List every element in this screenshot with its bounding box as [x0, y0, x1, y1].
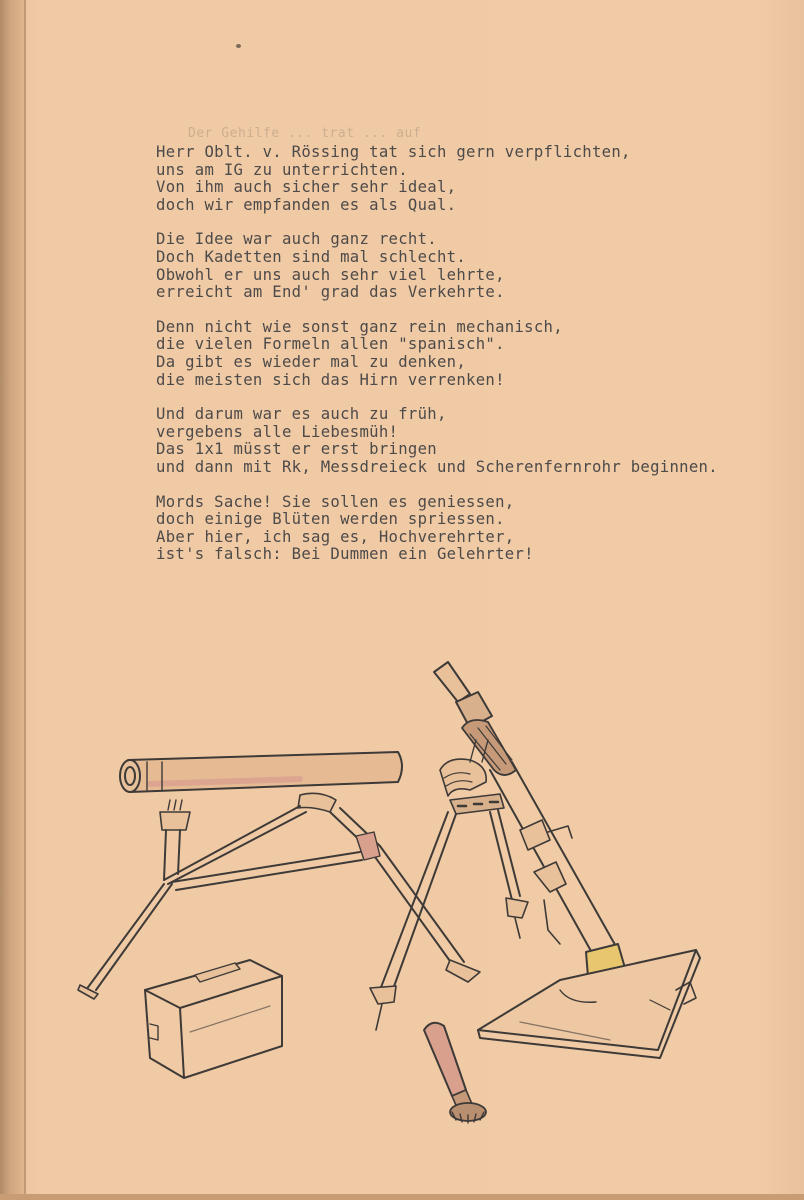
poem-line: erreicht am End' grad das Verkehrte.: [156, 283, 505, 302]
poem-line: die meisten sich das Hirn verrenken!: [156, 370, 505, 389]
poem-line: doch wir empfanden es als Qual.: [156, 195, 457, 214]
poem-line: die vielen Formeln allen "spanisch".: [156, 335, 505, 354]
poem-line: doch einige Blüten werden spriessen.: [156, 510, 505, 529]
paper-speck: [236, 44, 241, 48]
poem: [156, 144, 776, 581]
poem-stanza: [156, 406, 776, 476]
poem-line: Das 1x1 müsst er erst bringen: [156, 440, 437, 459]
poem-line: vergebens alle Liebesmüh!: [156, 422, 399, 441]
mortar-bipod: [370, 740, 528, 1030]
binding-edge: [24, 0, 26, 1200]
poem-line: Herr Oblt. v. Rössing tat sich gern verpflichten,: [156, 143, 631, 161]
poem-line: und dann mit Rk, Messdreieck und Scherenfernrohr beginnen.: [156, 457, 718, 476]
poem-line: Denn nicht wie sonst ganz rein mechanisch,: [156, 317, 563, 336]
poem-line: Obwohl er uns auch sehr viel lehrte,: [156, 265, 505, 284]
poem-stanza: [156, 144, 776, 214]
poem-stanza: [156, 319, 776, 389]
mortar-barrel: [434, 662, 636, 1010]
poem-stanza: [156, 494, 776, 564]
poem-line: Da gibt es wieder mal zu denken,: [156, 352, 467, 371]
left-tripod: [78, 793, 480, 999]
show-through-text: Der Gehilfe ... trat ... auf: [188, 126, 422, 141]
poem-line: Aber hier, ich sag es, Hochverehrter,: [156, 527, 515, 546]
poem-line: Von ihm auch sicher sehr ideal,: [156, 178, 457, 197]
poem-line: Und darum war es auch zu früh,: [156, 405, 447, 424]
mortar-sketch-illustration: [70, 650, 750, 1150]
ammo-box: [145, 960, 282, 1078]
poem-line: Mords Sache! Sie sollen es geniessen,: [156, 492, 515, 511]
long-tube: [120, 752, 402, 792]
page-bottom-edge: [0, 1194, 804, 1200]
book-binding: [0, 0, 26, 1200]
poem-line: Die Idee war auch ganz recht.: [156, 230, 437, 249]
poem-stanza: [156, 231, 776, 301]
poem-line: uns am IG zu unterrichten.: [156, 160, 408, 179]
poem-line: ist's falsch: Bei Dummen ein Gelehrter!: [156, 545, 534, 564]
poem-line: Doch Kadetten sind mal schlecht.: [156, 247, 467, 266]
mortar-shell: [424, 1023, 486, 1123]
